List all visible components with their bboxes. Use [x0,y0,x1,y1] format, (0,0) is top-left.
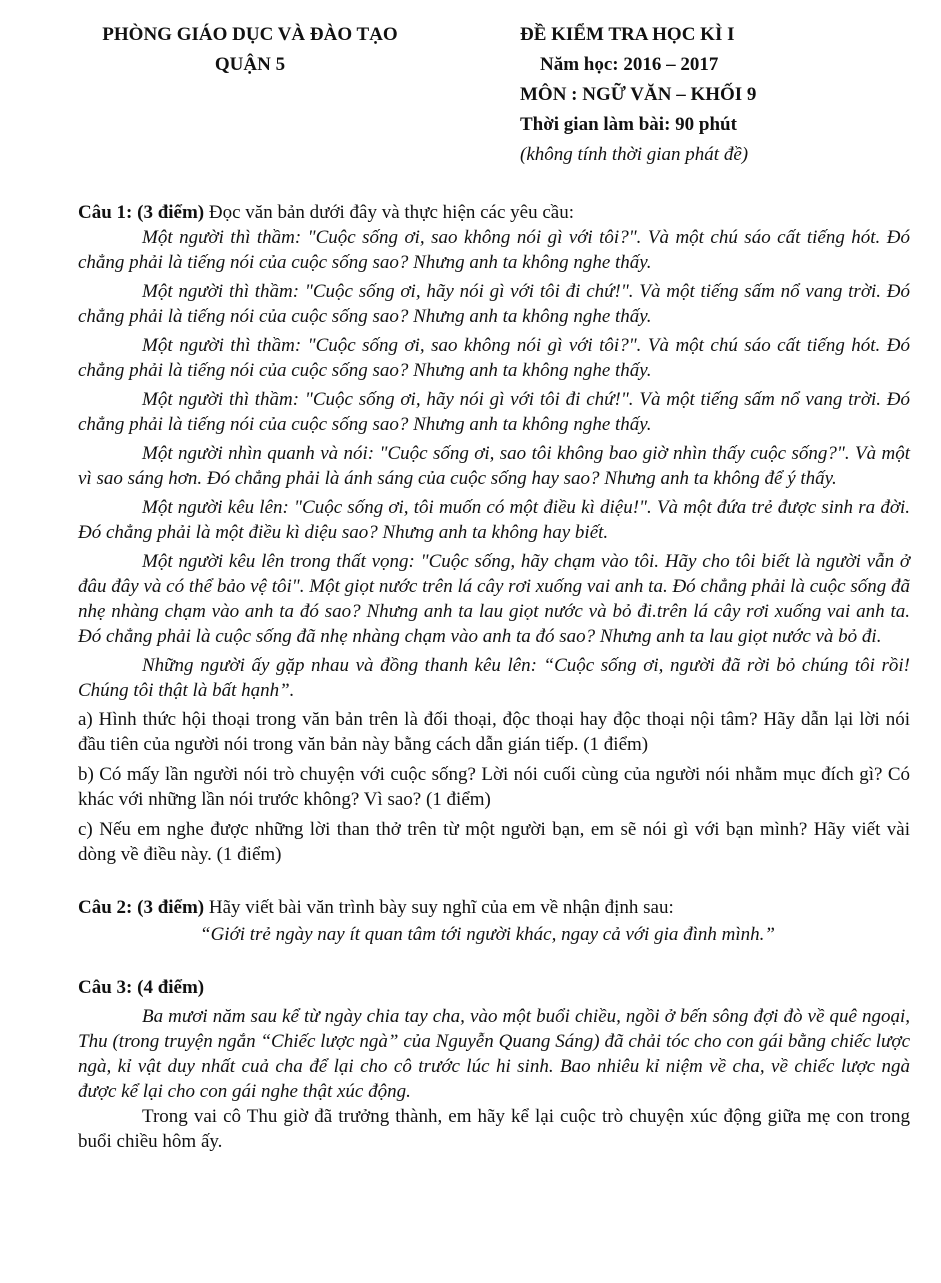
department-name: PHÒNG GIÁO DỤC VÀ ĐÀO TẠO [102,24,398,45]
passage-paragraph: Những người ấy gặp nhau và đồng thanh kêu lên: “Cuộc sống ơi, người đã rời bỏ chúng tôi rồi! Chúng tôi thật là bất hạnh”. [78,655,910,701]
question-1-label: Câu 1: (3 điểm) [78,202,205,223]
question-2-heading [78,895,910,920]
passage-paragraph: Một người kêu lên trong thất vọng: "Cuộc sống, hãy chạm vào tôi. Hãy cho tôi biết là người vẫn ở đâu đây và có thể bảo vệ tôi". Một giọt nước trên lá cây rơi xuống vai anh ta. Đó chẳng phải là cuộc sống đã nhẹ nhàng chạm vào anh ta đó sao? Nhưng anh ta lau giọt nước và bỏ đi.trên lá cây rơi xuống vai anh ta. Đó chẳng phải là cuộc sống đã nhẹ nhàng chạm vào anh ta đó sao? Nhưng anh ta lau giọt nước và bỏ đi. [78,551,910,647]
time-note: (không tính thời gian phát đề) [520,144,749,165]
passage-paragraph: Một người thì thầm: "Cuộc sống ơi, hãy nói gì với tôi đi chứ!". Và một tiếng sấm nổ vang trời. Đó chẳng phải là tiếng nói của cuộc sống sao? Nhưng anh ta không nghe thấy. [78,281,910,327]
header-left [60,20,440,80]
question-2-quote: “Giới trẻ ngày nay ít quan tâm tới người khác, ngay cả với gia đình mình.” [200,924,775,945]
passage-paragraph: Một người thì thầm: "Cuộc sống ơi, hãy nói gì với tôi đi chứ!". Và một tiếng sấm nổ vang trời. Đó chẳng phải là tiếng nói của cuộc sống sao? Nhưng anh ta không nghe thấy. [78,389,910,435]
passage-paragraph: Một người thì thầm: "Cuộc sống ơi, sao không nói gì với tôi?". Và một chú sáo cất tiếng hót. Đó chẳng phải là tiếng nói của cuộc sống sao? Nhưng anh ta không nghe thấy. [78,335,910,381]
question-1-instruction: Đọc văn bản dưới đây và thực hiện các yêu cầu: [204,202,575,223]
question-1-passage [78,225,910,703]
exam-content [78,200,910,1154]
passage-paragraph: Một người thì thầm: "Cuộc sống ơi, sao không nói gì với tôi?". Và một chú sáo cất tiếng hót. Đó chẳng phải là tiếng nói của cuộc sống sao? Nhưng anh ta không nghe thấy. [78,227,910,273]
question-1c: c) Nếu em nghe được những lời than thở trên từ một người bạn, em sẽ nói gì với bạn mình? Hãy viết vài dòng về điều này. (1 điểm) [78,819,910,865]
question-3-heading [78,975,910,1000]
passage-paragraph: Một người nhìn quanh và nói: "Cuộc sống ơi, sao tôi không bao giờ nhìn thấy cuộc sống?". Và một vì sao sáng hơn. Đó chẳng phải là ánh sáng của cuộc sống hay sao? Nhưng anh ta không để ý thấy. [78,443,910,489]
school-year: Năm học: 2016 – 2017 [540,54,719,75]
passage-paragraph: Một người kêu lên: "Cuộc sống ơi, tôi muốn có một điều kì diệu!". Và một đứa trẻ được sinh ra đời. Đó chẳng phải là một điều kì diệu sao? Nhưng anh ta không hay biết. [78,497,910,543]
question-3-task: Trong vai cô Thu giờ đã trưởng thành, em hãy kể lại cuộc trò chuyện xúc động giữa mẹ con trong buổi chiều hôm ấy. [78,1106,910,1152]
subject-grade: MÔN : NGỮ VĂN – KHỐI 9 [520,84,757,105]
question-1b: b) Có mấy lần người nói trò chuyện với cuộc sống? Lời nói cuối cùng của người nói nhằm mục đích gì? Có khác với những lần nói trước không? Vì sao? (1 điểm) [78,764,910,810]
question-1a: a) Hình thức hội thoại trong văn bản trên là đối thoại, độc thoại hay độc thoại nội tâm? Hãy dẫn lại lời nói đầu tiên của người nói trong văn bản này bằng cách dẫn gián tiếp. (1 điểm) [78,709,910,755]
time-limit: Thời gian làm bài: 90 phút [520,114,737,135]
question-2-instruction: Hãy viết bài văn trình bày suy nghĩ của em về nhận định sau: [204,897,674,918]
exam-title: ĐỀ KIỂM TRA HỌC KÌ I [520,24,735,45]
district-name: QUẬN 5 [214,54,286,75]
question-3-label: Câu 3: (4 điểm) [78,977,205,998]
question-1-heading [78,200,910,225]
question-3-passage: Ba mươi năm sau kể từ ngày chia tay cha, vào một buổi chiều, ngồi ở bến sông đợi đò về quê ngoại, Thu (trong truyện ngắn “Chiếc lược ngà” của Nguyễn Quang Sáng) đã chải tóc cho con gái bằng chiếc lược ngà, kỉ vật duy nhất cuả cha để lại cho cô trước lúc hi sinh. Bao nhiêu kỉ niệm về cha, về chiếc lược ngà được kể lại cho con gái nghe thật xúc động. [78,1006,910,1102]
question-2-label: Câu 2: (3 điểm) [78,897,205,918]
header-right [520,20,920,170]
